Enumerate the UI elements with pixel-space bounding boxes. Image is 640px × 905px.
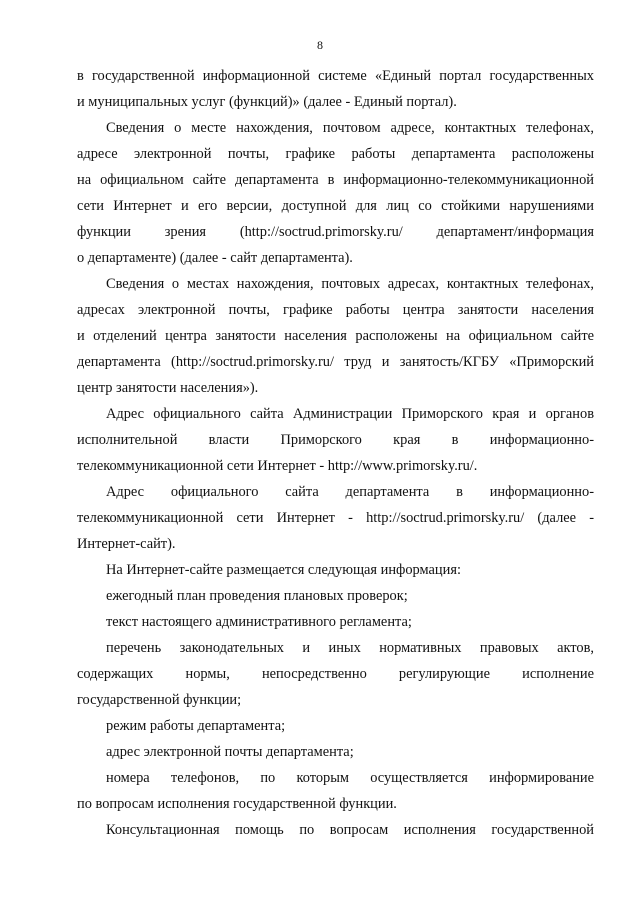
text-line: Консультационная помощь по вопросам исполнения государственной <box>106 822 594 838</box>
text-line: департамента (http://soctrud.primorsky.ru/ труд и занятость/КГБУ «Приморский <box>77 354 594 370</box>
text-line: функции зрения (http://soctrud.primorsky.ru/ департамент/информация <box>77 224 594 240</box>
text-line: на официальном сайте департамента в информационно-телекоммуникационной <box>77 172 594 188</box>
text-line: режим работы департамента; <box>106 718 286 734</box>
text-line: и муниципальных услуг (функций)» (далее - Единый портал). <box>77 94 457 110</box>
text-line: Адрес официального сайта Администрации Приморского края и органов <box>106 406 594 422</box>
text-line: и отделений центра занятости населения расположены на официальном сайте <box>77 328 594 344</box>
text-line: адрес электронной почты департамента; <box>106 744 354 760</box>
text-line: сети Интернет и его версии, доступной для лиц со стойкими нарушениями <box>77 198 594 214</box>
text-line: в государственной информационной системе «Единый портал государственных <box>77 68 594 84</box>
text-line: адресе электронной почты, графике работы департамента расположены <box>77 146 594 162</box>
text-line: перечень законодательных и иных нормативных правовых актов, <box>106 640 594 656</box>
text-line: Сведения о местах нахождения, почтовых адресах, контактных телефонах, <box>106 276 594 292</box>
text-line: текст настоящего административного регламента; <box>106 614 412 630</box>
text-line: Адрес официального сайта департамента в информационно- <box>106 484 594 500</box>
text-line: телекоммуникационной сети Интернет - http://soctrud.primorsky.ru/ (далее - <box>77 510 594 526</box>
text-line: исполнительной власти Приморского края в информационно- <box>77 432 594 448</box>
text-line: ежегодный план проведения плановых проверок; <box>106 588 408 604</box>
text-line: Интернет-сайт). <box>77 536 176 552</box>
text-line: содержащих нормы, непосредственно регулирующие исполнение <box>77 666 594 682</box>
text-line: номера телефонов, по которым осуществляется информирование <box>106 770 594 786</box>
text-line: На Интернет-сайте размещается следующая информация: <box>106 562 461 578</box>
text-line: государственной функции; <box>77 692 242 708</box>
page-number: 8 <box>317 38 323 52</box>
text-line: о департаменте) (далее - сайт департамента). <box>77 250 353 266</box>
text-line: телекоммуникационной сети Интернет - http://www.primorsky.ru/. <box>77 458 478 474</box>
text-line: по вопросам исполнения государственной функции. <box>77 796 397 812</box>
text-line: центр занятости населения»). <box>77 380 259 396</box>
text-line: Сведения о месте нахождения, почтовом адресе, контактных телефонах, <box>106 120 594 136</box>
text-line: адресах электронной почты, графике работы центра занятости населения <box>77 302 594 318</box>
